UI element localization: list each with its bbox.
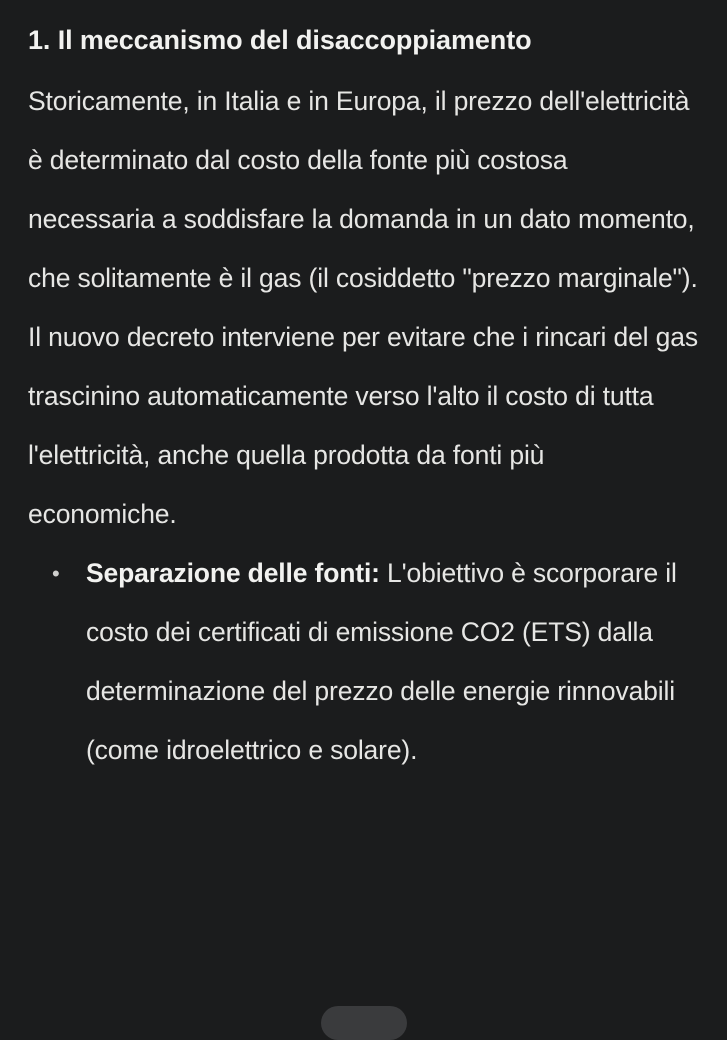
list-item-lead: Separazione delle fonti: [86, 558, 380, 588]
list-item-text: L'obiettivo è scorporare il costo dei certificati di emissione CO2 (ETS) dalla determinazione del prezzo delle energie rinnovabili (come idroelettrico e solare). [86, 558, 677, 765]
body-paragraph: Storicamente, in Italia e in Europa, il prezzo dell'elettricità è determinato dal costo della fonte più costosa necessaria a soddisfare la domanda in un dato momento, che solitamente è il gas (il cosiddetto "prezzo marginale"). Il nuovo decreto interviene per evitare che i rincari del gas trascinino automaticamente verso l'alto il costo di tutta l'elettricità, anche quella prodotta da fonti più economiche. [28, 86, 698, 529]
bullet-dot-icon: • [52, 561, 60, 586]
bullet-list [28, 544, 699, 780]
section-heading: 1. Il meccanismo del disaccoppiamento [28, 25, 532, 55]
bottom-handle[interactable] [321, 1006, 407, 1040]
list-item [28, 544, 699, 780]
